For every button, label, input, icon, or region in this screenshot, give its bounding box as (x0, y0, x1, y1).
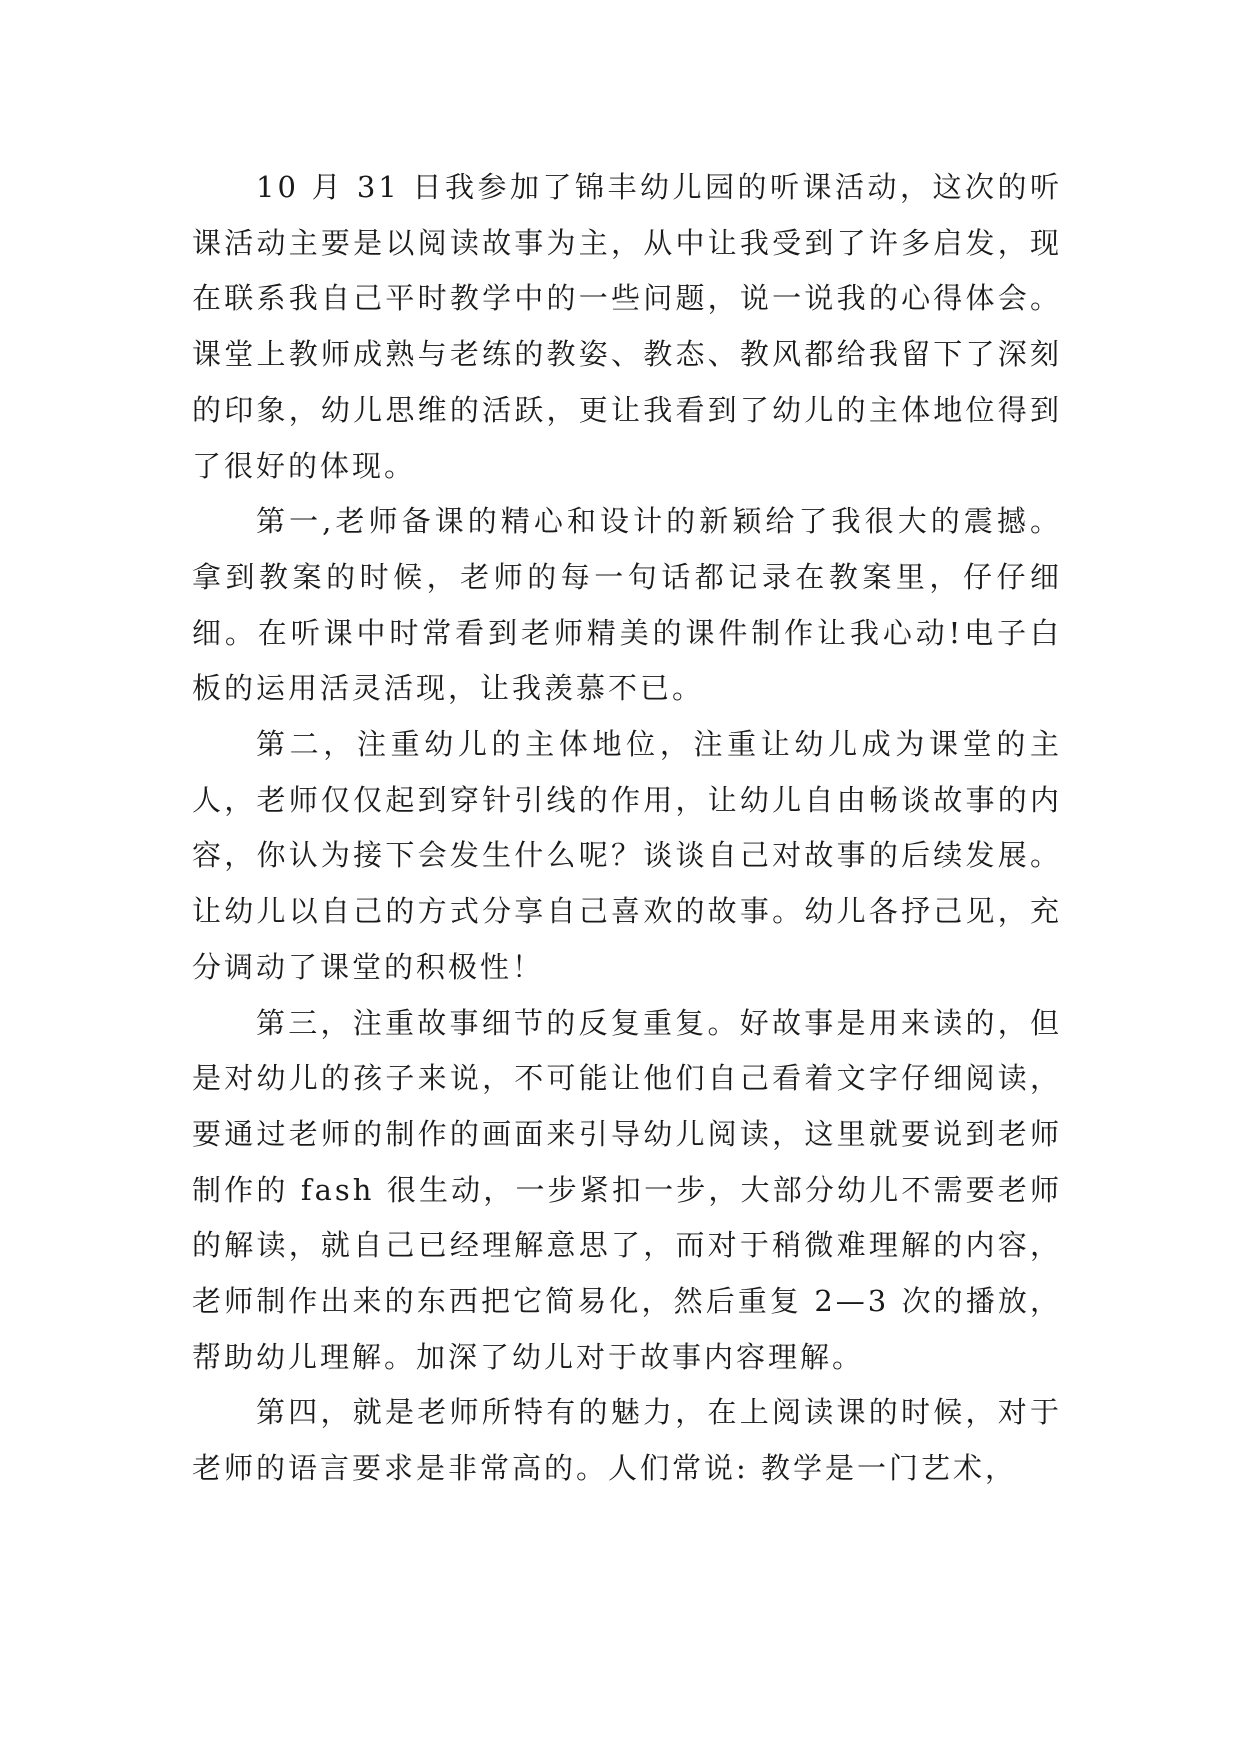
paragraph-3: 第二，注重幼儿的主体地位，注重让幼儿成为课堂的主人，老师仅仅起到穿针引线的作用，让幼儿自由畅谈故事的内容，你认为接下会发生什么呢？谈谈自己对故事的后续发展。让幼儿以自己的方式分享自己喜欢的故事。幼儿各抒己见，充分调动了课堂的积极性！ (192, 727, 1062, 984)
paragraph-4: 第三，注重故事细节的反复重复。好故事是用来读的，但是对幼儿的孩子来说，不可能让他们自己看着文字仔细阅读，要通过老师的制作的画面来引导幼儿阅读，这里就要说到老师制作的 fash 很生动，一步紧扣一步，大部分幼儿不需要老师的解读，就自己已经理解意思了，而对于稍微难理解的内容，老师制作出来的东西把它简易化，然后重复 2—3 次的播放，帮助幼儿理解。加深了幼儿对于故事内容理解。 (192, 1005, 1062, 1374)
paragraph-1: 10 月 31 日我参加了锦丰幼儿园的听课活动，这次的听课活动主要是以阅读故事为主，从中让我受到了许多启发，现在联系我自己平时教学中的一些问题，说一说我的心得体会。课堂上教师成熟与老练的教姿、教态、教风都给我留下了深刻的印象，幼儿思维的活跃，更让我看到了幼儿的主体地位得到了很好的体现。 (192, 170, 1062, 483)
paragraph-5: 第四，就是老师所特有的魅力，在上阅读课的时候，对于老师的语言要求是非常高的。人们常说: 教学是一门艺术， (192, 1395, 1062, 1486)
document-body (192, 160, 1062, 1497)
paragraph-2: 第一,老师备课的精心和设计的新颖给了我很大的震撼。拿到教案的时候，老师的每一句话都记录在教案里，仔仔细细。在听课中时常看到老师精美的课件制作让我心动!电子白板的运用活灵活现，让我羡慕不已。 (192, 504, 1062, 706)
